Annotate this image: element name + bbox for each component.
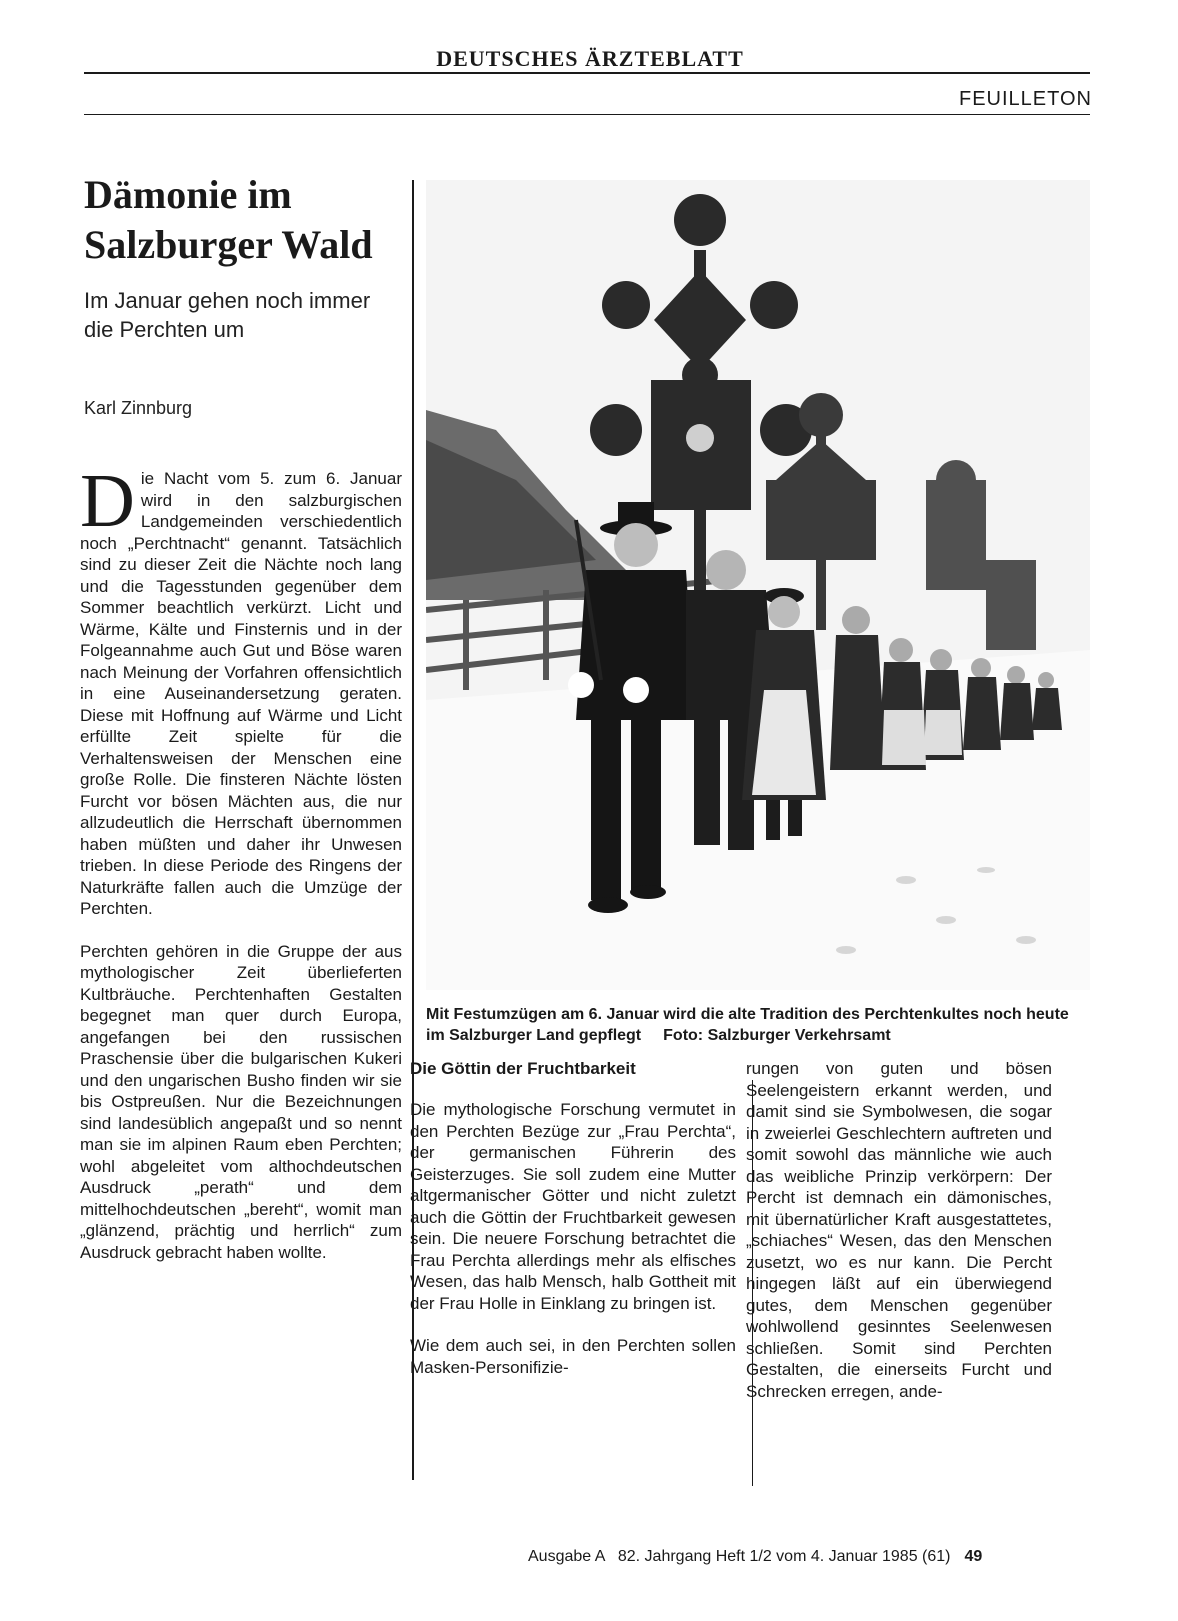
header-rule-top: [84, 72, 1090, 74]
paragraph-4: Wie dem auch sei, in den Perchten sollen Masken-Personifizie-: [410, 1336, 736, 1377]
paragraph-3: Die mythologische Forschung vermutet in den Perchten Bezüge zur „Frau Perchta“, der germanischen Führerin des Geisterzuges. Sie soll zudem eine Mutter altgermanischer Götter und nicht zuletzt auch die Göttin der Fruchtbarkeit gewesen sein. Die neuere Forschung betrachtet die Frau Perchta allerdings mehr als elfisches Wesen, das halb Mensch, halb Gottheit mit der Frau Holle in Einklang zu bringen ist.: [410, 1100, 736, 1313]
section-subhead: Die Göttin der Fruchtbarkeit: [410, 1059, 636, 1078]
page-number: 49: [964, 1548, 983, 1565]
intro-paragraph: [80, 459, 402, 920]
middle-column: [410, 1058, 736, 1399]
procession-photo-illustration: [426, 180, 1090, 990]
drop-cap: D: [80, 459, 135, 543]
page-footer: [528, 1548, 982, 1566]
paragraph-5: rungen von guten und bösen Seelengeistern erkannt werden, und damit sind sie Symbolwesen, die sogar in zweierlei Geschlechtern auftreten und somit sowohl das männliche wie auch das weibliche Prinzip verkörpern: Der Percht ist demnach ein dämonisches, mit übernatürlicher Kraft ausgestattetes, „schiaches“ Wesen, das den Menschen zusetzt, wo es nur kann. Die Percht hingegen läßt auf ein überwiegend gutes, dem Menschen gegenüber wohlwollend gesinntes Seelenwesen schließen. Somit sind Perchten Gestalten, die einerseits Furcht und Schrecken erregen, ande-: [746, 1059, 1052, 1401]
photo-caption: [426, 1004, 1090, 1046]
article-title: Dämonie im Salzburger Wald: [84, 172, 373, 267]
caption-text: Mit Festumzügen am 6. Januar wird die alte Tradition des Perchtenkultes noch heute im Salzburger Land gepflegt: [426, 1006, 1069, 1044]
left-column: [80, 459, 402, 1284]
paragraph-2: Perchten gehören in die Gruppe der aus mythologischer Zeit überlieferten Kultbräuche. Perchtenhaften Gestalten begegnet man quer durch Europa, angefangen bei den russischen Praschensie über die bulgarischen Kukeri und den ungarischen Busho finden wir sie bis Ostpreußen. Nur die Bezeichnungen sind landesüblich angepaßt und so nennt man sie im alpinen Raum eben Perchten; wohl abgeleitet vom althochdeutschen Ausdruck „perath“ und dem mittelhochdeutschen „bereht“, womit man „glänzend, prächtig und herrlich“ zum Ausdruck gebracht haben wollte.: [80, 941, 402, 1262]
issue-info: Ausgabe A 82. Jahrgang Heft 1/2 vom 4. Januar 1985 (61): [528, 1548, 951, 1565]
right-column: [746, 1058, 1052, 1423]
article-subtitle: Im Januar gehen noch immer die Perchten um: [84, 288, 371, 342]
photo-credit: Foto: Salzburger Verkehrsamt: [663, 1027, 891, 1044]
section-label: FEUILLETON: [959, 88, 1092, 110]
intro-text: ie Nacht vom 5. zum 6. Januar wird in den salzburgischen Landgemeinden verschiedentlich noch „Perchtnacht“ genannt. Tatsächlich sind zu dieser Zeit die Nächte noch lang und die Tagesstunden gegenüber dem Sommer beachtlich verkürzt. Licht und Wärme, Kälte und Finsternis und in der Folgeannahme auch Gut und Böse waren nach Meinung der Vorfahren offensichtlich in eine Auseinandersetzung geraten. Diese mit Hoffnung auf Wärme und Licht erfüllte Zeit spielte für die Verhaltensweisen der Menschen eine große Rolle. Die finsteren Nächte lösten Furcht vor bösen Mächten aus, die nur allzudeutlich die Herrschaft übernommen haben müßten und daher ihr Unwesen trieben. In diese Periode des Ringens der Naturkräfte fallen auch die Umzüge der Perchten.: [80, 469, 402, 918]
procession-photo: [426, 180, 1090, 990]
journal-title: DEUTSCHES ÄRZTEBLATT: [436, 46, 744, 71]
article-author: Karl Zinnburg: [84, 398, 193, 418]
header-rule-bottom: [84, 114, 1090, 115]
